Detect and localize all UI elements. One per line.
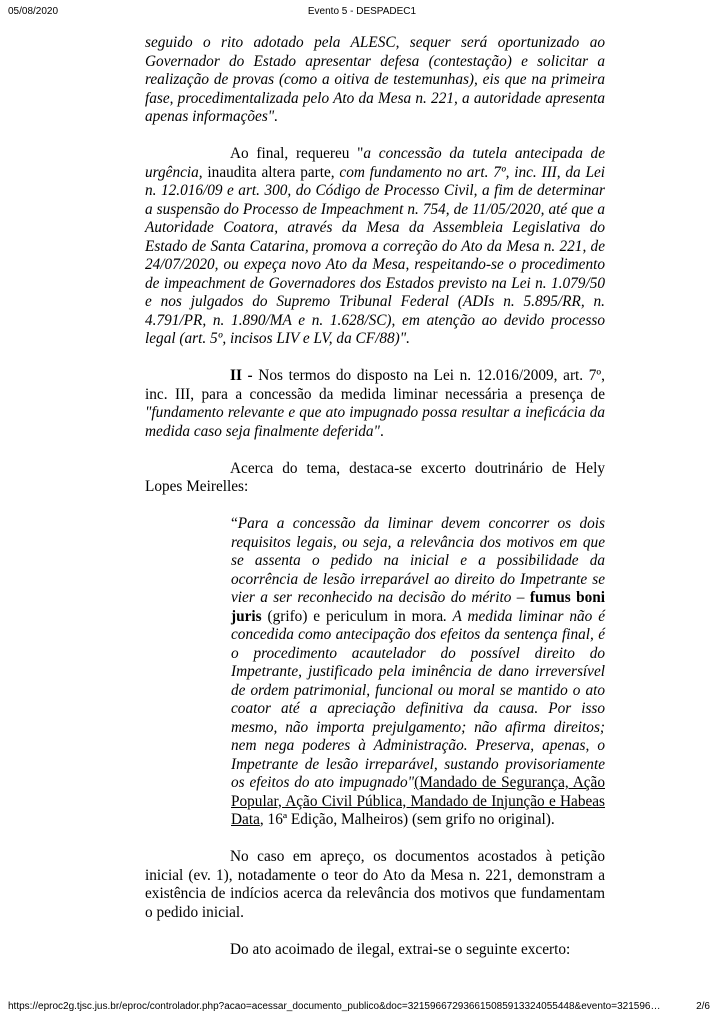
latin-term-bold: fumus boni juris — [231, 589, 605, 625]
print-footer — [0, 1001, 724, 1015]
quoted-text: , com fundamento no art. 7º, inc. III, da Lei n. 12.016/09 e art. 300, do Código de Processo Civil, a fim de determinar a suspensão do Processo de Impeachment n. 754, de 11/05/2020, até que a Autoridade Coatora, através da Mesa da Assembleia Legislativa do Estado de Santa Catarina, promova a correção do Ato da Mesa n. 221, de 24/07/2020, ou expeça novo Ato da Mesa, respeitando-se o procedimento de impeachment de Governadores dos Estados previsto na Lei n. 1.079/50 e nos julgados do Supremo Tribunal Federal (ADIs n. 5.895/RR, n. 4.791/PR, n. 1.890/MA e n. 1.628/SC), em atenção ao devido processo legal (art. 5º, incisos LIV e LV, da CF/88)". — [145, 163, 606, 347]
document-body — [145, 34, 605, 959]
quoted-text: Para a concessão da liminar devem concorrer os dois requisitos legais, ou seja, a relevância dos motivos em que se assenta o pedido na inicial e a possibilidade da ocorrência de lesão irreparável ao direito do Impetrante se vier a ser reconhecido na decisão do mérito – — [231, 515, 605, 606]
quoted-text: seguido o rito adotado pela ALESC, sequer será oportunizado ao Governador do Estado apresentar defesa (contestação) e solicitar a realização de provas (como a oitiva de testemunhas), eis que na primeira fase, procedimentalizada pelo Ato da Mesa n. 221, a autoridade apresenta apenas informações". — [145, 34, 605, 125]
quoted-text: . A medida liminar não é concedida como antecipação dos efeitos da sentença final, é o procedimento acautelador do possível direito do Impetrante, justificado pela iminência de dano irreversível de ordem patrimonial, funcional ou moral se mantido o ato coator até a apreciação definitiva da causa. Por isso mesmo, não importa prejulgamento; não afirma direitos; nem nega poderes à Administração. Preserva, apenas, o Impetrante de lesão irreparável, sustando provisoriamente os efeitos do ato impugnado" — [231, 607, 605, 791]
page-url: https://eproc2g.tjsc.jus.br/eproc/controlador.php?acao=acessar_documento_publico&doc=321596672936615085913324055448&evento=321596… — [8, 1001, 661, 1012]
paragraph-request — [145, 145, 605, 349]
paragraph-continuation — [145, 34, 605, 127]
text-span: Ao final, requereu " — [230, 145, 364, 162]
citation-text: , 16ª Edição, Malheiros) (sem grifo no original). — [259, 811, 555, 828]
paragraph-doctrine-intro: Acerca do tema, destaca-se excerto doutrinário de Hely Lopes Meirelles: — [145, 459, 605, 495]
quoted-text: "fundamento relevante e que ato impugnado possa resultar a ineficácia da medida caso seja finalmente deferida" — [145, 404, 605, 440]
quoted-text: a concessão da tutela antecipada de urgência, — [145, 145, 605, 181]
document-title: Evento 5 - DESPADEC1 — [307, 6, 417, 17]
print-header — [0, 6, 724, 20]
block-quote — [231, 515, 605, 830]
latin-term: inaudita altera parte — [202, 163, 331, 181]
book-title: (Mandado de Segurança, Ação Popular, Ação Civil Pública, Mandado de Injunção e Habeas Data — [231, 774, 605, 828]
paragraph-excerpt-intro: Do ato acoimado de ilegal, extrai-se o seguinte excerto: — [230, 940, 571, 958]
paragraph-analysis: No caso em apreço, os documentos acostados à petição inicial (ev. 1), notadamente o teor do Ato da Mesa n. 221, demonstram a existência de indícios acerca da relevância dos motivos que fundamentam o pedido inicial. — [145, 848, 605, 921]
quote-paragraph — [231, 515, 605, 830]
text-span: (grifo) e periculum in mora — [261, 607, 444, 625]
section-number: II - — [230, 367, 253, 384]
text-span: . — [379, 422, 384, 440]
paragraph-section-ii — [145, 367, 605, 441]
print-date: 05/08/2020 — [8, 6, 59, 17]
open-quote-mark: “ — [231, 515, 238, 532]
page-number: 2/6 — [696, 1001, 710, 1012]
text-span: Nos termos do disposto na Lei n. 12.016/2009, art. 7º, inc. III, para a concessão da medida liminar necessária a presença de — [145, 367, 605, 403]
